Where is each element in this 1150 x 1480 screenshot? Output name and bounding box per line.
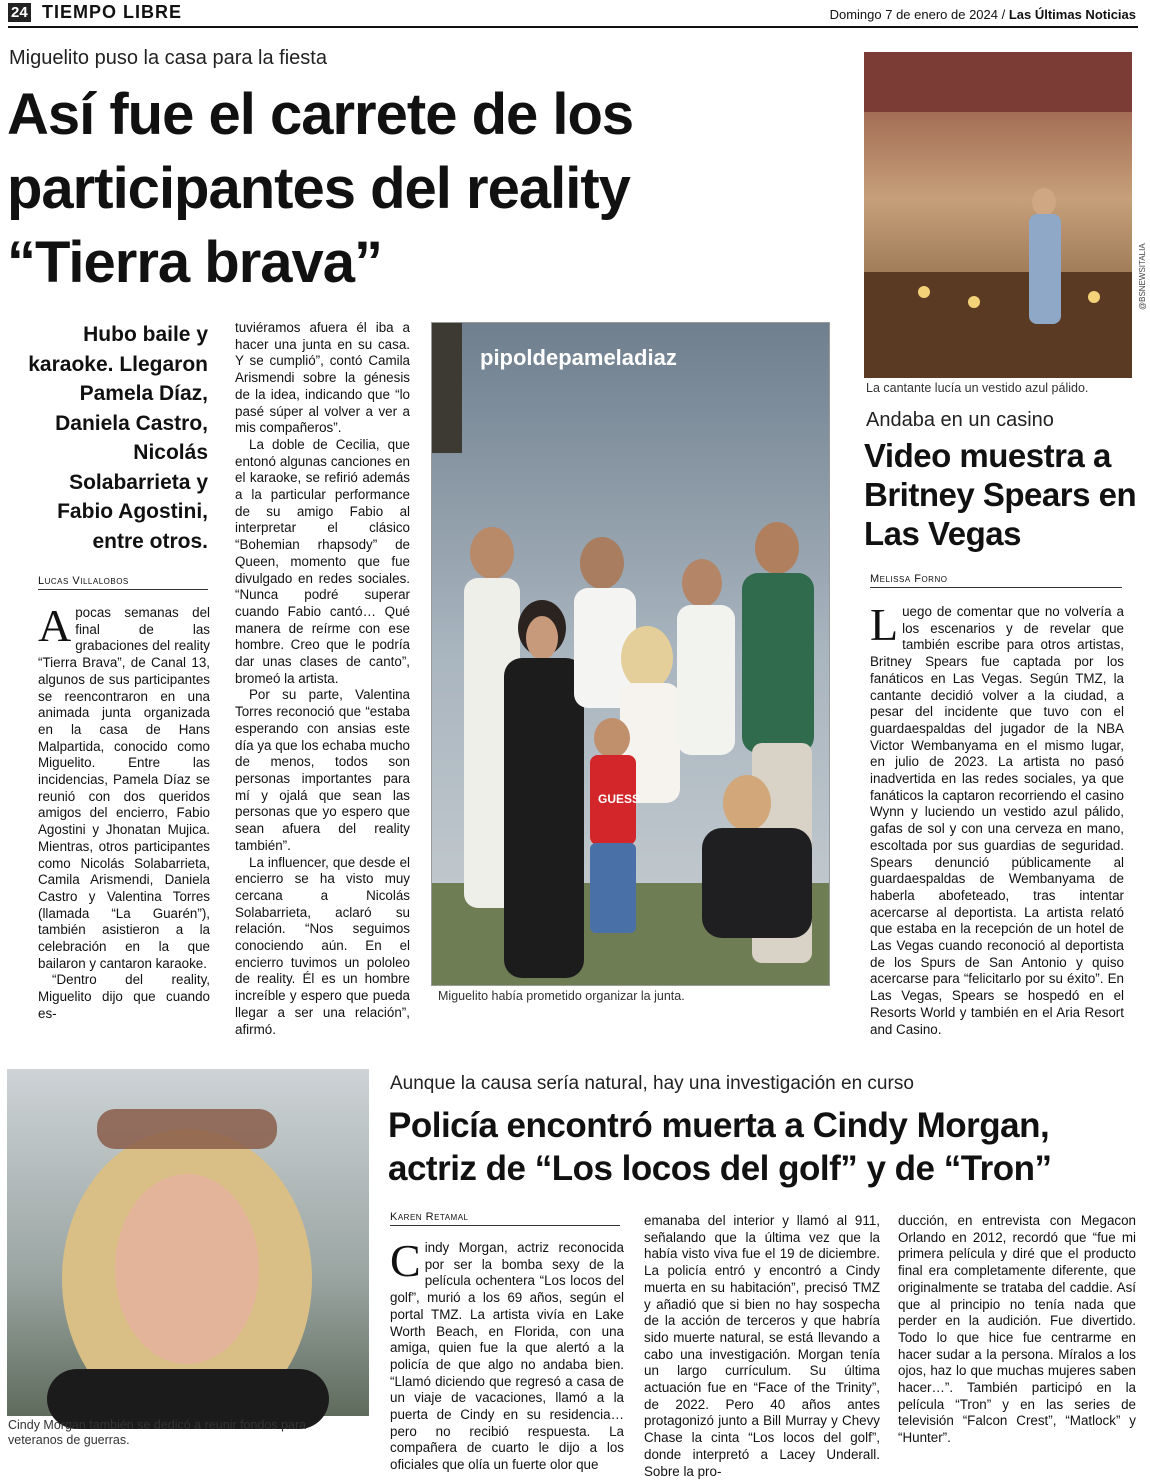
paragraph: Por su parte, Valentina Torres reconoció que “estaba esperando con ansias este día ya que los echaba mucho de menos, todos son personas importantes para mí y ojalá que sean las personas que yo espero que sean afuera del reality también”. xyxy=(235,687,410,853)
casino-photo xyxy=(864,52,1132,378)
lead-line: Daniela Castro, xyxy=(55,411,208,435)
story3-photo-caption: Cindy Morgan también se dedicó a reunir fondos para veteranos de guerras. xyxy=(8,1418,307,1447)
paragraph: emanaba del interior y llamó al 911, señalando que la última vez que la había visto viva fue el 19 de diciembre. La policía entró y encontró a Cindy muerta en su habitación”, precisó TMZ y añadió que si bien no hay sospecha de la acción de terceros y que habría sido muerte natural, se está llevando a cabo una investigación. Morgan tenía un largo currículum. Su última actuación fue en “Face of the Trinity”, de 2022. Pero 40 años antes protagonizó junto a Bill Murray y Chevy Chase la cinta “Los locos del golf”, donde interpretó a Lacey Underall. Sobre la pro- xyxy=(644,1213,880,1479)
lead-line: Nicolás xyxy=(133,441,208,464)
paragraph: “Dentro del reality, Miguelito dijo que cuando es- xyxy=(38,972,210,1021)
story1-column-1 xyxy=(38,600,210,1021)
publication-name: Las Últimas Noticias xyxy=(1008,7,1136,22)
story2-photo-caption: La cantante lucía un vestido azul pálido. xyxy=(866,381,1089,395)
lead-line: karaoke. Llegaron xyxy=(28,352,208,376)
headline-line: Policía encontró muerta a Cindy Morgan, xyxy=(388,1106,1050,1145)
story2-headline xyxy=(864,436,1144,553)
headline-line: participantes del reality xyxy=(7,156,630,221)
story1-byline: Lucas Villalobos xyxy=(38,575,208,590)
story3-headline xyxy=(388,1104,1138,1190)
paragraph: indy Morgan, actriz reconocida por ser la bomba sexy de la película ochentera “Los locos del golf”, murió a los 69 años, según el portal TMZ. La artista vivía en Lake Worth Beach, en Florida, con una amiga, quien fue la que alertó a la policía de que algo no andaba bien. “Llamó diciendo que regresó a casa de un viaje de vacaciones, llamó a la puerta de Cindy en su residencia… pero no recibió respuesta. La compañera de cuarto le dijo a los oficiales que olía un fuerte olor que xyxy=(390,1240,624,1473)
paragraph: La doble de Cecilia, que entonó algunas canciones en el karaoke, se refirió además a la particular performance de su amigo Fabio al interpretar el clásico “Bohemian rhapsody” de Queen, momento que fue divulgado en redes sociales. “Nunca podré superar cuando Fabio cantó… Qué manera de reírme con ese hombre. Creo que le podría dar unas clases de canto”, bromeó la artista. xyxy=(235,436,410,686)
story2-byline: Melissa Forno xyxy=(870,573,1122,588)
paragraph: pocas semanas del final de las grabaciones del reality “Tierra Brava”, de Canal 13, algunos de sus participantes se reencontraron en una animada junta organizada en la casa de Hans Malpartida, conocido como Miguelito. Entre las incidencias, Pamela Díaz se reunió con dos queridos amigos del encierro, Fabio Agostini y Jhonatan Mujica. Mientras, otros participantes como Nicolás Solabarrieta, Camila Arismendi, Daniela Castro y Valentina Torres (llamada “La Guarén”), también asistieron a la celebración en la que bailaron y cantaron karaoke. xyxy=(38,605,210,971)
story3-column-3 xyxy=(898,1213,1136,1447)
issue-date: Domingo 7 de enero de 2024 xyxy=(829,7,998,22)
lead-line: Pamela Díaz, xyxy=(79,382,208,405)
sunglasses-shape xyxy=(97,1109,277,1149)
photo-overlay-text: pipoldepameladiaz xyxy=(480,345,677,370)
story2-kicker: Andaba en un casino xyxy=(866,409,1054,431)
dropcap: L xyxy=(870,599,899,650)
story2-body xyxy=(870,599,1124,1037)
section-title: TIEMPO LIBRE xyxy=(42,2,183,22)
lead-line: Solabarrieta y xyxy=(69,470,208,494)
lead-line: Fabio Agostini, xyxy=(57,500,208,523)
paragraph: uego de comentar que no volvería a los escenarios y de revelar que también escribe para otros artistas, Britney Spears fue captada por los fanáticos en Las Vegas. Según TMZ, la cantante decidió volver a la ciudad, a pesar del incidente que tuvo con el guardaespaldas del jugador de la NBA Victor Wembanyama en el mismo lugar, en julio de 2023. La artista no pasó inadvertida en las redes sociales, ya que fanáticos la captaron recorriendo el casino Wynn y luciendo un vestido azul pálido, gafas de sol y con una cerveza en mano, escoltada por sus guardias de seguridad. Spears denunció públicamente al guardaespaldas de Wembanyama de haberla abofeteado, tras intentar acercarse al deportista. La artista relató que estaba en la recepción de un hotel de Las Vegas cuando reconoció al deportista de los Spurs de San Antonio y quiso acercarse para “felicitarlo por su éxito”. En Las Vegas, Spears se hospedó en el Resorts World y también en el Aria Resort and Casino. xyxy=(870,604,1124,1037)
story1-photo-caption: Miguelito había prometido organizar la junta. xyxy=(438,989,685,1003)
headline-line: Britney Spears en xyxy=(864,476,1137,513)
photo-credit: @BSNEWSITALIA xyxy=(1138,243,1147,310)
paragraph: ducción, en entrevista con Megacon Orlando en 2012, recordó que “fue mi primera película y diré que el producto final era completamente diferente, que originalmente se trataba del caddie. Así que al principio no tenía nada que perder en la audición. Fue divertido. Todo lo que hice fue centrarme en hacer sudar a la persona. Míralos a los ojos, haz lo que muchas mujeres saben hacer…”. También participó en la película “Tron” y en las series de televisión “Falcon Crest”, “Matlock” y “Hunter”. xyxy=(898,1213,1136,1446)
header-date: Domingo 7 de enero de 2024 / Las Últimas Noticias xyxy=(829,7,1136,22)
story3-kicker: Aunque la causa sería natural, hay una investigación en curso xyxy=(390,1073,914,1094)
casino-photo-image xyxy=(864,52,1132,378)
shirt-text: GUESS xyxy=(598,792,641,806)
person-figure xyxy=(1032,188,1056,216)
headline-line: “Tierra brava” xyxy=(7,230,383,295)
headline-line: actriz de “Los locos del golf” y de “Tron” xyxy=(388,1149,1052,1188)
page-number: 24 xyxy=(8,3,31,22)
paragraph: tuviéramos afuera él iba a hacer una junta en su casa. Y se cumplió”, contó Camila Arismendi sobre la génesis de la idea, indicando que “lo pasé súper al volver a ver a mis compañeros”. xyxy=(235,320,410,436)
story1-lead xyxy=(20,320,208,556)
story3-column-1 xyxy=(390,1235,624,1473)
portrait-image xyxy=(7,1069,369,1416)
page-header xyxy=(8,2,1138,28)
dropcap: C xyxy=(390,1235,421,1286)
story3-byline: Karen Retamal xyxy=(390,1211,620,1226)
story1-column-2 xyxy=(235,320,410,1037)
lead-line: Hubo baile y xyxy=(83,323,208,346)
group-photo xyxy=(431,322,830,986)
dropcap: A xyxy=(38,600,72,651)
lead-line: entre otros. xyxy=(92,529,208,553)
face-shape xyxy=(115,1174,259,1364)
story1-headline xyxy=(7,78,847,300)
cindy-morgan-photo xyxy=(7,1069,369,1416)
story1-kicker: Miguelito puso la casa para la fiesta xyxy=(9,47,327,69)
headline-line: Video muestra a xyxy=(864,437,1111,474)
headline-line: Así fue el carrete de los xyxy=(7,82,634,147)
story3-column-2 xyxy=(644,1213,880,1479)
headline-line: Las Vegas xyxy=(864,515,1021,552)
paragraph: La influencer, que desde el encierro se ha visto muy cercana a Nicolás Solabarrieta, aclaró su relación. “Nos seguimos conociendo aún. En el encierro tuvimos un pololeo de reality. Él es un hombre increíble y espero que pueda llegar a ser una relación”, afirmó. xyxy=(235,854,410,1037)
group-photo-image xyxy=(432,323,829,985)
